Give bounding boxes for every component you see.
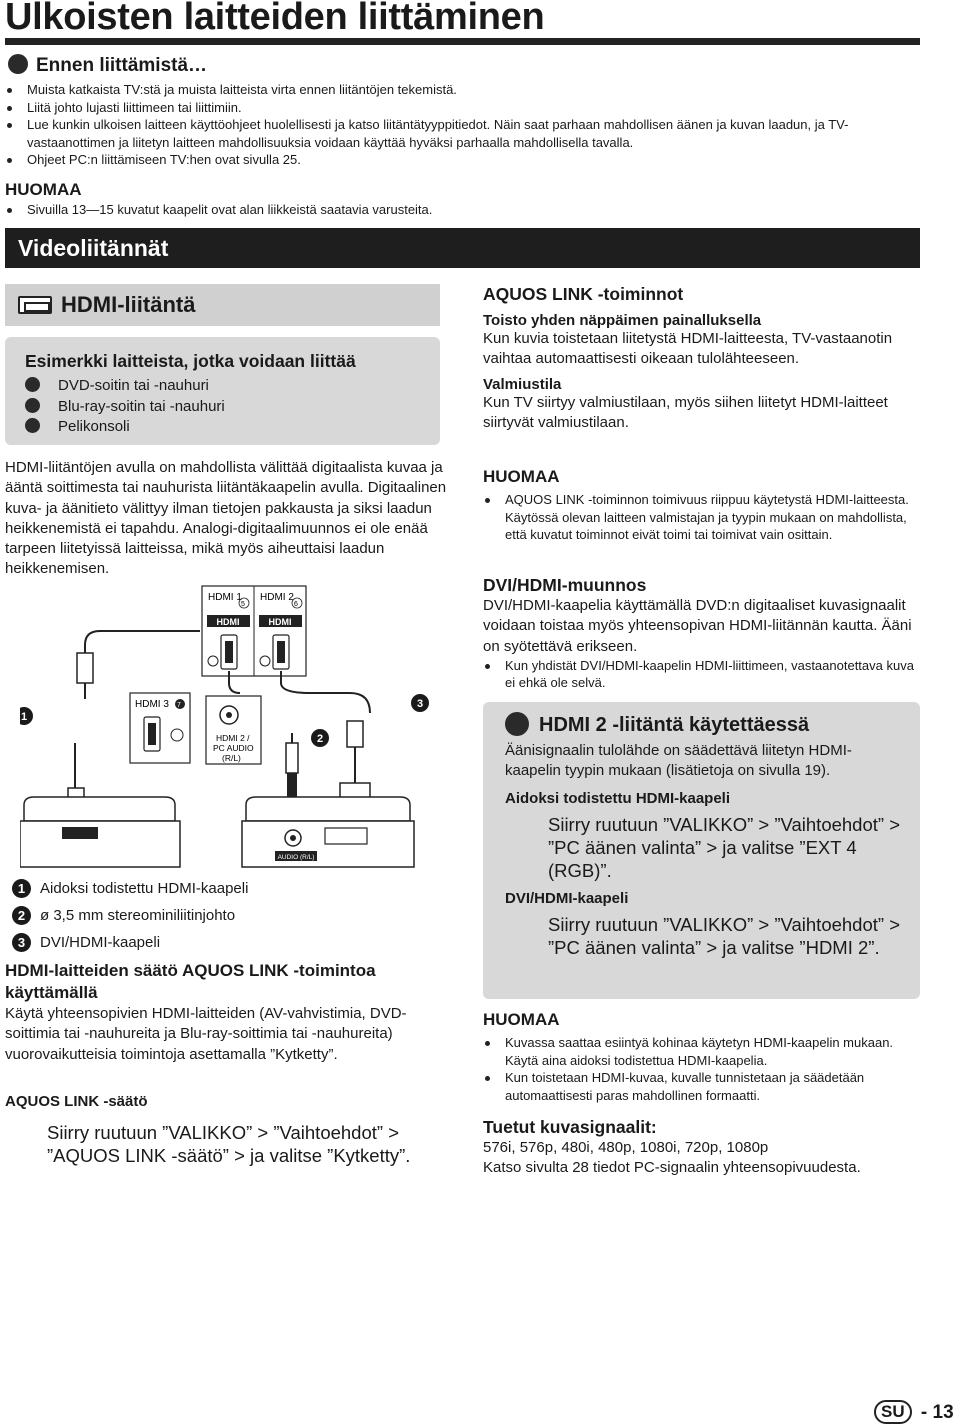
tv-panel-bottom [130,693,261,764]
cable2-title: DVI/HDMI-kaapeli [505,889,629,907]
list-item: Kun yhdistät DVI/HDMI-kaapelin HDMI-liittimeen, vastaanotettava kuva ei ehkä ole selvä. [483,657,918,692]
legend-label: Aidoksi todistettu HDMI-kaapeli [40,880,249,897]
section-bullet-icon [8,54,28,74]
list-item: Lue kunkin ulkoisen laitteen käyttöohjeet huolellisesti ja katso liitäntätyyppitiedot. Näin saat parhaan mahdollisen äänen ja kuvan laadun, ja TV-vastaanottimen ja liitetyn laitteen mahdollisuuksia voidaan käyttää hyväksi parhaalla mahdollisella tavalla. [5,116,920,151]
dvi-text: DVI/HDMI-kaapelia käyttämällä DVD:n digitaaliset kuvasignaalit voidaan toistaa myös yhteensopivan HDMI-liitännän kautta. Ääni on syötettävä erikseen. [483,597,912,655]
list-item: Muista katkaista TV:stä ja muista laitteista virta ennen liitäntöjen tekemistä. [5,81,920,99]
language-badge: SU [874,1400,912,1424]
hdmi2-title [505,712,900,737]
one-touch-text: Kun kuvia toistetaan liitetystä HDMI-laitteesta, TV-vastaanotin vaihtaa automaattisesti oikeaan tulolähteeseen. [483,330,893,368]
legend-item [12,929,442,956]
example-title: Esimerkki laitteista, jotka voidaan liittää [25,351,356,371]
section-bullet-icon [505,712,529,736]
port-label: HDMI 1 [208,592,242,603]
link-control-description: Käytä yhteensopivien HDMI-laitteiden (AV-vahvistimia, DVD-soittimia tai -nauhureita ja Blu-ray-soittimia tai -nauhureita) vuorovaikutteisia toimintoja asettamalla ”Kytketty”. [5,1005,407,1063]
signals-note: Katso sivulta 28 tiedot PC-signaalin yhteensopivuudesta. [483,1159,861,1177]
bullet-icon [25,398,40,413]
hdmi-description: HDMI-liitäntöjen avulla on mahdollista välittää digitaalista kuvaa ja ääntä soittimesta tai nauhurista liitäntäkaapelin avulla. Digitaalinen kuva- ja äänitieto välittyy ilman tietojen pakkausta ja siksi laadun heikkenemistä ei tapahdu. Analogi-digitaalimuunnos ei ole enää tarpeen liitetyissä laitteissa, mikä myös aiheuttaisi laadun heikkenemisen. [5,459,447,578]
port-label: HDMI 2 / [216,733,250,743]
list-item: Kun toistetaan HDMI-kuvaa, kuvalle tunnistetaan ja säädetään automaattisesti paras mahdollinen formaatti. [483,1069,918,1104]
example-label: Blu-ray-soitin tai -nauhuri [58,397,225,415]
hdmi-logo: HDMI [268,617,292,627]
standby-text: Kun TV siirtyy valmiustilaan, myös siihen liitetyt HDMI-laitteet siirtyvät valmiustilaan. [483,393,888,431]
bullet-icon [25,418,40,433]
list-item [25,376,420,397]
note-block [483,1010,918,1104]
diagram-legend [12,875,442,956]
signals-block [483,1117,918,1179]
legend-label: ø 3,5 mm stereominiliitinjohto [40,907,236,924]
list-item: Sivuilla 13—15 kuvatut kaapelit ovat alan liikkeistä saatavia varusteita. [5,201,605,219]
legend-number: 2 [12,906,31,925]
note-title: HUOMAA [483,1010,560,1029]
signals-heading: Tuetut kuvasignaalit: [483,1117,657,1137]
port-label: HDMI 3 [135,699,169,710]
section-bar-video: Videoliitännät [5,228,920,268]
legend-number: 1 [12,879,31,898]
cable1-step: Siirry ruutuun ”VALIKKO” > ”Vaihtoehdot” > ”PC äänen valinta” > ja valitse ”EXT 4 (RGB)”. [548,813,901,881]
page-number: 13 [932,1402,954,1423]
legend-item [12,902,442,929]
before-heading-text: Ennen liittämistä… [36,55,208,76]
cable1-title: Aidoksi todistettu HDMI-kaapeli [505,789,731,807]
before-heading [8,54,207,77]
example-label: Pelikonsoli [58,418,130,435]
legend-number: 3 [12,933,31,952]
note-title: HUOMAA [5,180,82,199]
port-label: (R/L) [222,753,241,763]
note-list [5,201,605,219]
title-rule [5,38,920,45]
link-saato-step: Siirry ruutuun ”VALIKKO” > ”Vaihtoehdot” > ”AQUOS LINK -säätö” > ja valitse ”Kytketty”. [47,1122,411,1166]
legend-item [12,875,442,902]
hdmi2-box [483,702,920,999]
signals-list: 576i, 576p, 480i, 480p, 1080i, 720p, 1080p [483,1139,769,1156]
example-box [5,337,440,445]
port-label: HDMI 2 [260,592,294,603]
hdmi-logo: HDMI [216,617,240,627]
hdmi2-title-text: HDMI 2 -liitäntä käytettäessä [539,714,810,736]
note-title: HUOMAA [483,467,560,486]
hdmi-heading-text: HDMI-liitäntä [61,292,196,317]
list-item: Kuvassa saattaa esiintyä kohinaa käytetyn HDMI-kaapelin mukaan. Käytä aina aidoksi todistettua HDMI-kaapelia. [483,1034,918,1069]
list-item [25,417,420,438]
note-block [483,467,918,544]
standby-title: Valmiustila [483,375,562,393]
hdmi2-text: Äänisignaalin tulolähde on säädettävä liitetyn HDMI-kaapelin tyypin mukaan (lisätietoja on sivulla 19). [505,742,852,780]
port-label: PC AUDIO [213,743,254,753]
dvi-heading: DVI/HDMI-muunnos [483,575,647,595]
devices [20,797,414,867]
hdmi-plug-icon [18,296,52,314]
list-item: AQUOS LINK -toiminnon toimivuus riippuu käytetystä HDMI-laitteesta. Käytössä olevan laitteen valmistajan ja tyypin mukaan on mahdollista, että kuvatut toiminnot eivät toimi tai toimivat vain osittain. [483,491,918,544]
one-touch-title: Toisto yhden näppäimen painalluksella [483,312,762,329]
port-number: 7 [177,702,181,709]
link-saato-heading: AQUOS LINK -säätö [5,1093,148,1110]
cable2-step: Siirry ruutuun ”VALIKKO” > ”Vaihtoehdot” > ”PC äänen valinta” > ja valitse ”HDMI 2”. [548,913,901,958]
before-list [5,81,920,169]
hdmi-heading [5,284,440,326]
port-number: 6 [294,601,298,608]
legend-label: DVI/HDMI-kaapeli [40,934,161,951]
page-footer [874,1400,954,1424]
aquos-block [483,312,918,433]
bullet-icon [25,377,40,392]
list-item: Ohjeet PC:n liittämiseen TV:hen ovat sivulla 25. [5,151,920,169]
port-label: AUDIO (R/L) [277,854,315,861]
list-item [25,397,420,418]
dvi-block [483,575,918,692]
page-separator: - [915,1402,933,1423]
marker-label: 2 [316,733,324,745]
page-title: Ulkoisten laitteiden liittäminen [5,0,545,38]
example-label: DVD-soitin tai -nauhuri [58,377,209,394]
port-number: 5 [241,601,245,608]
list-item: Liitä johto lujasti liittimeen tai liittimiin. [5,99,920,117]
aquos-heading: AQUOS LINK -toiminnot [483,284,684,304]
marker-label: 1 [20,711,28,723]
link-control-heading: HDMI-laitteiden säätö AQUOS LINK -toimintoa käyttämällä [5,961,376,1002]
marker-label: 3 [416,698,424,710]
tv-panel-top [202,586,306,676]
connection-diagram [20,583,450,868]
